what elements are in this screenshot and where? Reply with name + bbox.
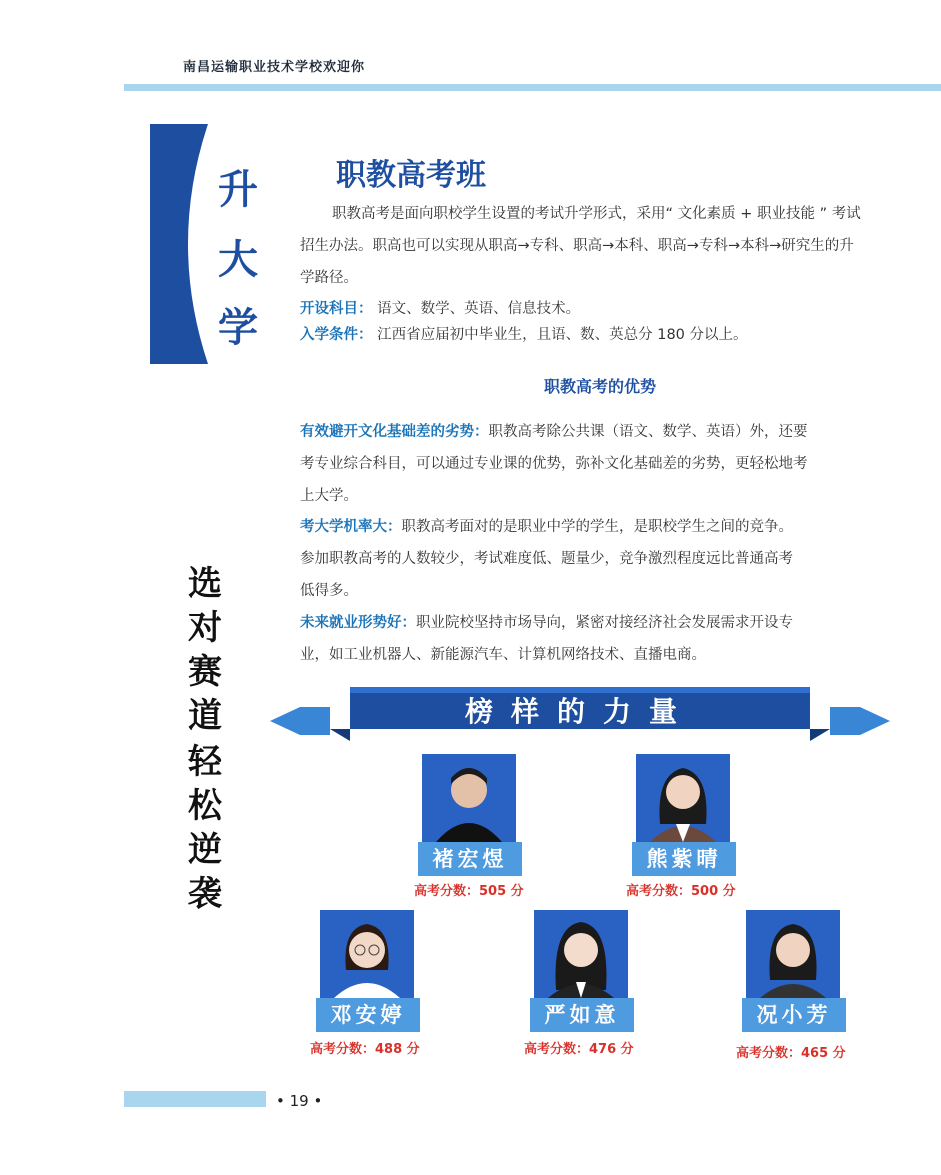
subjects-label: 开设科目： xyxy=(300,301,373,317)
slogan-char: 轻 xyxy=(188,742,222,782)
slogan-char: 松 xyxy=(188,786,222,826)
student-photo xyxy=(746,910,840,998)
footer-bar xyxy=(124,1091,266,1107)
advantage-1-line-1 xyxy=(300,416,900,448)
student-card-1 xyxy=(414,754,538,904)
subjects-row xyxy=(300,296,900,322)
subjects-value: 语文、数学、英语、信息技术。 xyxy=(377,301,581,317)
admission-value: 江西省应届初中毕业生，且语、数、英总分 180 分以上。 xyxy=(377,327,748,343)
student-name: 严如意 xyxy=(530,998,634,1032)
slogan-char: 道 xyxy=(188,696,222,736)
student-name: 况小芳 xyxy=(742,998,846,1032)
student-card-2 xyxy=(626,754,752,904)
slogan-char: 逆 xyxy=(188,830,222,870)
advantage-3-line-1 xyxy=(300,607,900,639)
advantage-1-line-2: 考专业综合科目，可以通过专业课的优势，弥补文化基础差的劣势，更轻松地考 xyxy=(300,456,808,472)
side-tab-char-1: 升 xyxy=(218,166,258,213)
student-name: 邓安婷 xyxy=(316,998,420,1032)
student-card-5 xyxy=(736,910,862,1061)
advantage-2-line-3: 低得多。 xyxy=(300,583,358,599)
intro-line-2: 招生办法。职高也可以实现从职高→专科、职高→本科、职高→专科→本科→研究生的升 xyxy=(300,238,854,254)
slogan-line-1 xyxy=(180,562,230,738)
slogan-line-2 xyxy=(180,740,230,916)
student-photo xyxy=(534,910,628,998)
advantages-title: 职教高考的优势 xyxy=(543,377,656,396)
advantage-3-label: 未来就业形势好： xyxy=(300,615,416,631)
side-tab-char-3: 学 xyxy=(218,304,258,351)
advantage-3-line-2: 业，如工业机器人、新能源汽车、计算机网络技术、直播电商。 xyxy=(300,647,706,663)
slogan-char: 赛 xyxy=(188,652,222,692)
side-tab-char-2: 大 xyxy=(218,236,258,283)
advantage-1-text: 职教高考除公共课（语文、数学、英语）外，还要 xyxy=(488,424,808,440)
slogan-char: 选 xyxy=(188,564,222,604)
student-score: 高考分数：500 分 xyxy=(626,884,736,899)
student-name: 熊紫晴 xyxy=(632,842,736,876)
student-photo xyxy=(636,754,730,842)
header-divider xyxy=(124,84,941,91)
admission-label: 入学条件： xyxy=(300,327,373,343)
section-title: 职教高考班 xyxy=(336,158,486,193)
advantage-2-line-1 xyxy=(300,511,900,543)
banner-title: 榜样的力量 xyxy=(464,695,695,728)
intro-line-3: 学路径。 xyxy=(300,270,358,286)
student-name: 褚宏煜 xyxy=(418,842,522,876)
page-number: • 19 • xyxy=(276,1092,323,1110)
student-score: 高考分数：488 分 xyxy=(310,1042,420,1057)
student-score: 高考分数：465 分 xyxy=(736,1046,846,1061)
slogan-char: 对 xyxy=(188,608,222,648)
advantage-1-label: 有效避开文化基础差的劣势： xyxy=(300,424,489,440)
header-school-name: 南昌运输职业技术学校欢迎你 xyxy=(183,60,366,75)
student-score: 高考分数：476 分 xyxy=(524,1042,634,1057)
student-score: 高考分数：505 分 xyxy=(414,884,524,899)
slogan-char: 袭 xyxy=(188,874,222,914)
advantage-1-line-3: 上大学。 xyxy=(300,488,358,504)
student-photo xyxy=(320,910,414,998)
advantage-2-label: 考大学机率大： xyxy=(300,519,402,535)
student-photo xyxy=(422,754,516,842)
advantage-3-text: 职业院校坚持市场导向，紧密对接经济社会发展需求开设专 xyxy=(416,615,793,631)
student-card-4 xyxy=(524,910,650,1060)
admission-row xyxy=(300,322,900,348)
advantage-2-text: 职教高考面对的是职业中学的学生，是职校学生之间的竞争。 xyxy=(401,519,793,535)
student-card-3 xyxy=(310,910,436,1060)
intro-line-1: 职教高考是面向职校学生设置的考试升学形式，采用“ 文化素质 + 职业技能 ” 考试 xyxy=(332,206,861,222)
advantage-2-line-2: 参加职教高考的人数较少，考试难度低、题量少，竞争激烈程度远比普通高考 xyxy=(300,551,793,567)
